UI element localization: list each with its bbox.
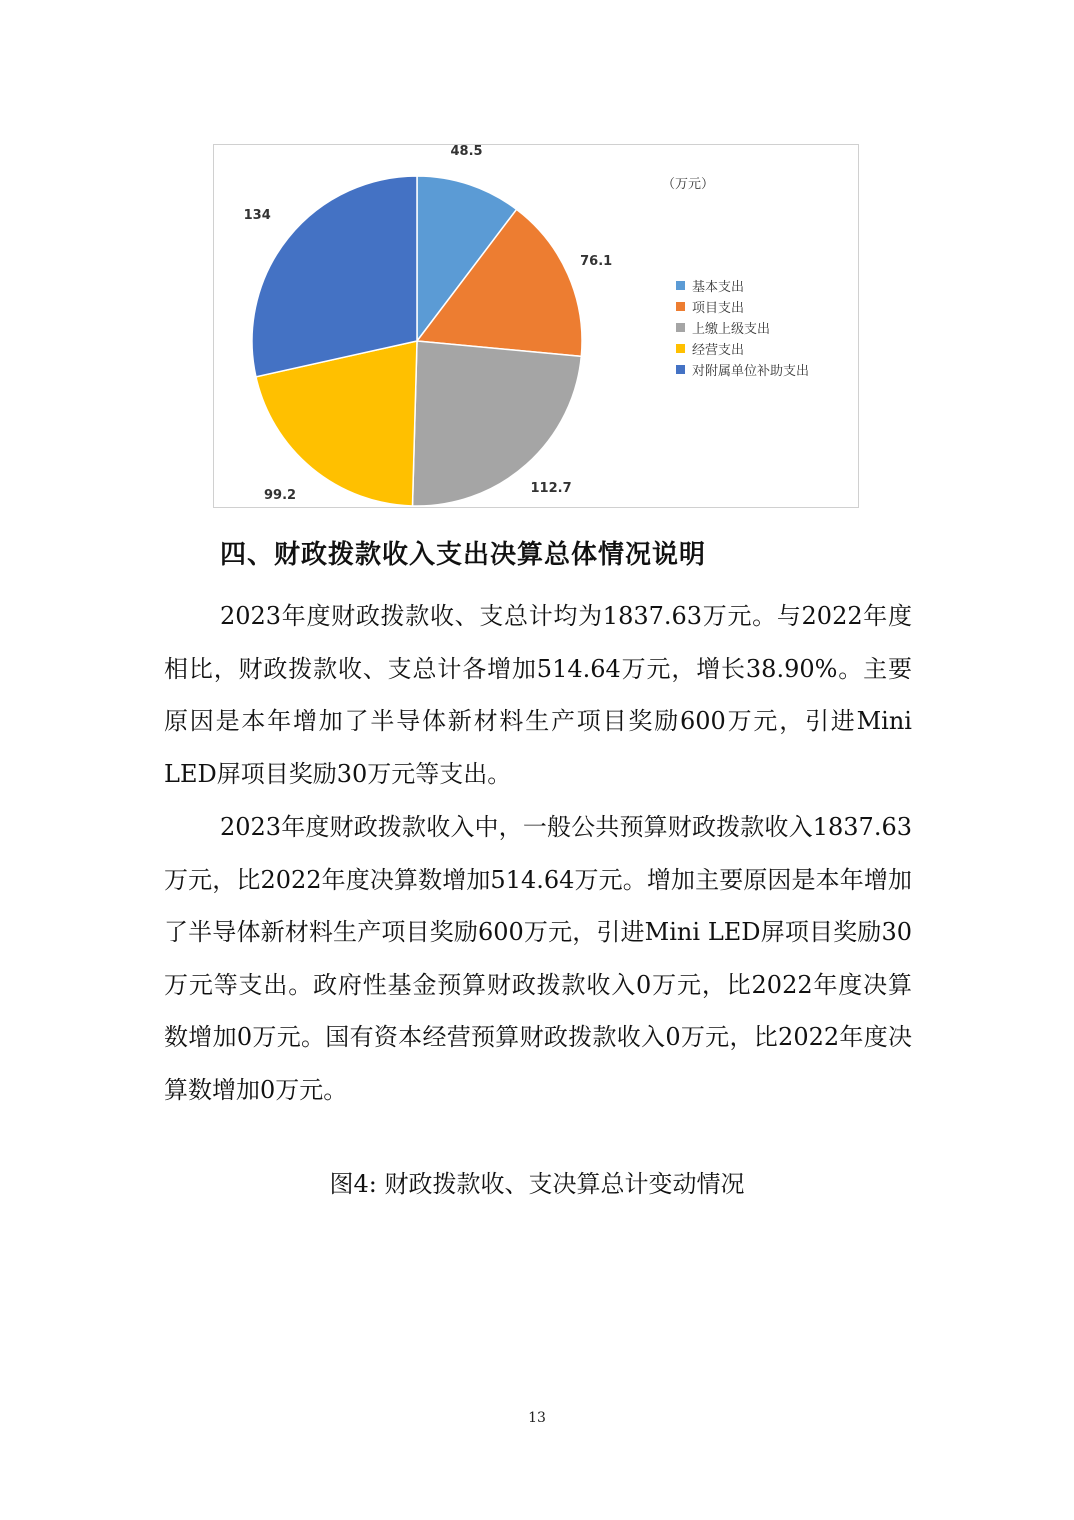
figure-caption: 图4: 财政拨款收、支决算总计变动情况 — [329, 1170, 745, 1198]
legend-item-2 — [676, 296, 809, 317]
legend-item-3 — [676, 317, 809, 338]
legend-swatch-2 — [676, 302, 685, 311]
unit-label: （万元） — [662, 177, 715, 192]
legend-swatch-1 — [676, 281, 685, 290]
page-number: 13 — [528, 1410, 546, 1426]
legend-label-4: 经营支出 — [692, 343, 745, 358]
legend-swatch-5 — [676, 365, 685, 374]
legend-label-5: 对附属单位补助支出 — [692, 364, 810, 379]
section-heading: 四、财政拨款收入支出决算总体情况说明 — [220, 540, 707, 570]
legend-label-2: 项目支出 — [692, 301, 745, 316]
legend-swatch-4 — [676, 344, 685, 353]
chart-legend — [676, 275, 809, 380]
legend-label-3: 上缴上级支出 — [692, 322, 771, 337]
paragraph-1: 2023年度财政拨款收、支总计均为1837.63万元。与2022年度相比，财政拨款收、支总计各增加514.64万元，增长38.90%。主要原因是本年增加了半导体新材料生产项目奖励600万元，引进Mini LED屏项目奖励30万元等支出。 — [164, 602, 912, 788]
pie-chart — [213, 144, 859, 508]
slice-data-label-5: 134 — [243, 208, 271, 224]
legend-item-4 — [676, 338, 809, 359]
paragraph-2: 2023年度财政拨款收入中，一般公共预算财政拨款收入1837.63万元，比2022年度决算数增加514.64万元。增加主要原因是本年增加了半导体新材料生产项目奖励600万元，引进Mini LED屏项目奖励30万元等支出。政府性基金预算财政拨款收入0万元，比2022年度决算数增加0万元。国有资本经营预算财政拨款收入0万元，比2022年度决算数增加0万元。 — [164, 813, 912, 1104]
slice-data-label-1: 48.5 — [450, 144, 483, 160]
slice-data-label-3: 112.7 — [530, 481, 572, 497]
pie-slice-5 — [252, 176, 417, 377]
slice-data-label-2: 76.1 — [580, 254, 613, 270]
legend-swatch-3 — [676, 323, 685, 332]
legend-item-1 — [676, 275, 809, 296]
slice-data-label-4: 99.2 — [264, 487, 297, 503]
legend-item-5 — [676, 359, 809, 380]
legend-label-1: 基本支出 — [692, 280, 745, 295]
